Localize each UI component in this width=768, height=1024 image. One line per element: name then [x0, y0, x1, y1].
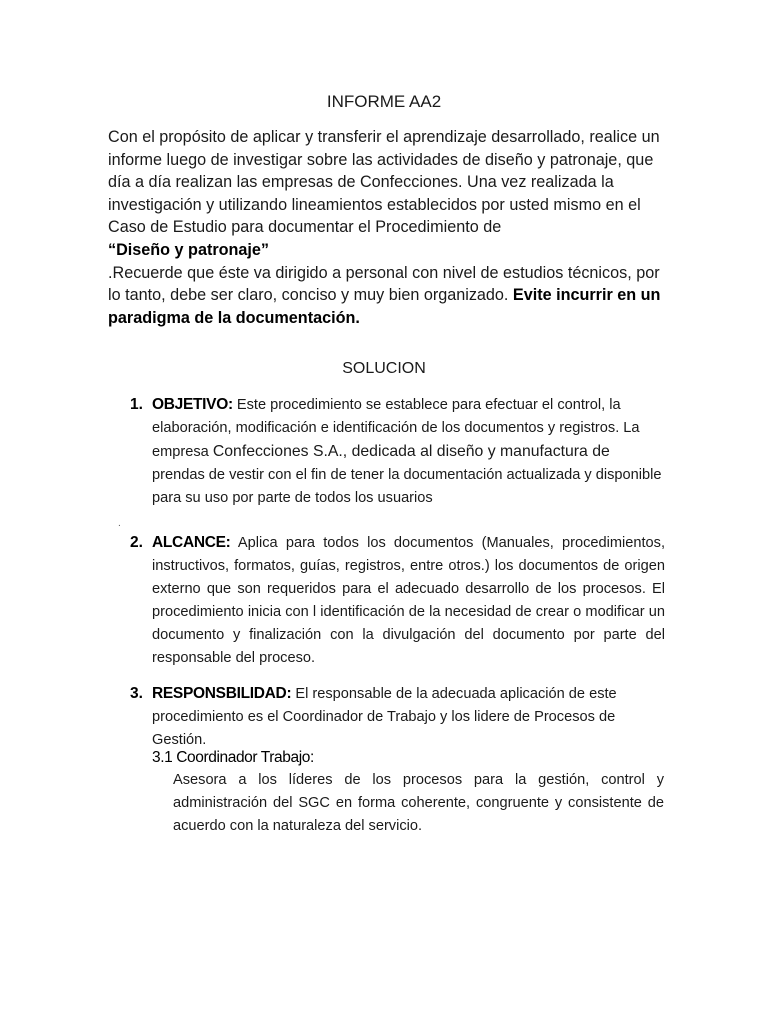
document-title: INFORME AA2 [326, 92, 442, 111]
section-text: Este procedimiento se establece para efectuar el control, la elaboración, modificación e identificación de los documentos y registros. La empresa [152, 397, 640, 460]
section-objetivo [130, 393, 665, 510]
intro-block [108, 126, 668, 329]
intro-paragraph-1: Con el propósito de aplicar y transferir el aprendizaje desarrollado, realice un informe luego de investigar sobre las actividades de diseño y patronaje, que día a día realizan las empresas de Confecciones. Una vez realizada la investigación y utilizando lineamientos establecidos por usted mismo en el Caso de Estudio para documentar el Procedimiento de [108, 128, 660, 237]
procedure-name: “Diseño y patronaje” [108, 240, 270, 259]
section-number: 2. [130, 534, 143, 551]
section-heading: OBJETIVO: [152, 396, 233, 413]
section-body [152, 531, 665, 670]
intro-emphasis: Evite incurrir en un paradigma de la documentación. [108, 286, 661, 327]
intro-paragraph-2 [108, 262, 668, 330]
section-heading: RESPONSBILIDAD: [152, 685, 292, 702]
section-text: Aplica para todos los documentos (Manuales, procedimientos, instructivos, formatos, guías, registros, entre otros.) los documentos de origen externo que son requeridos para el adecuado desarrollo de los procesos. El procedimiento inicia con l identificación de la necesidad de crear o modificar un documento y finalización con la divulgación del documento por parte del responsable del proceso. [152, 535, 665, 666]
section-body [152, 682, 665, 752]
section-alcance [130, 531, 665, 670]
company-name: Confecciones S.A [212, 443, 339, 460]
section-text-continued: ., dedicada al diseño y manufactura de [338, 443, 610, 460]
section-responsabilidad [130, 682, 665, 752]
solution-heading: SOLUCION [342, 360, 426, 377]
stray-period: . [118, 518, 121, 529]
subsection-coordinador [152, 746, 664, 838]
section-heading: ALCANCE: [152, 534, 231, 551]
section-number: 3. [130, 685, 143, 702]
section-text-end: prendas de vestir con el fin de tener la documentación actualizada y disponible para su uso por parte de todos los usuarios [152, 467, 662, 506]
subsection-text: Asesora a los líderes de los procesos para la gestión, control y administración del SGC en forma coherente, congruente y consistente de acuerdo con la naturaleza del servicio. [173, 772, 664, 834]
subsection-heading: 3.1 Coordinador Trabajo: [152, 749, 314, 766]
intro-reminder-text: .Recuerde que éste va dirigido a personal con nivel de estudios técnicos, por lo tanto, debe ser claro, conciso y muy bien organizado. [108, 263, 660, 305]
section-body [152, 393, 665, 510]
section-number: 1. [130, 396, 143, 413]
section-text: El responsable de la adecuada aplicación de este procedimiento es el Coordinador de Trabajo y los lidere de Procesos de Gestión. [152, 686, 617, 748]
